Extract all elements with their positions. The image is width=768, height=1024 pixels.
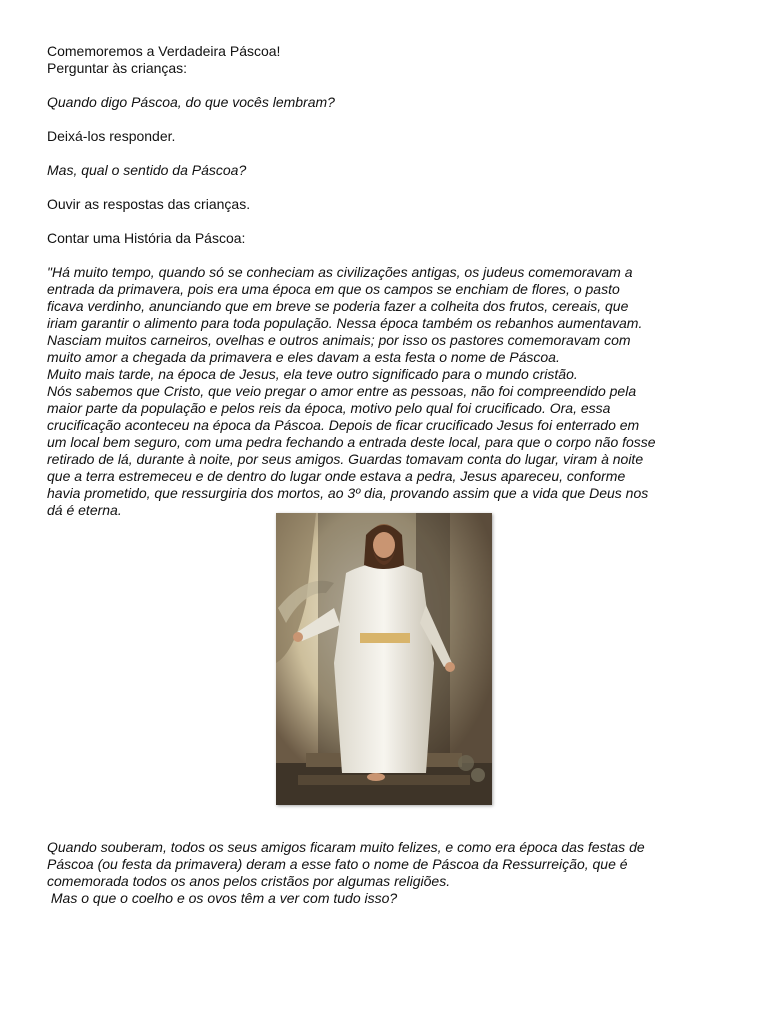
resurrection-illustration-icon — [276, 513, 492, 805]
instruction-ask-children: Perguntar às crianças: — [47, 60, 188, 76]
story-line: iriam garantir o alimento para toda população. Nessa época também os rebanhos aumentavam. — [47, 315, 643, 331]
story-line: havia prometido, que ressurgiria dos mortos, ao 3º dia, provando assim que a vida que Deus nos — [47, 485, 649, 501]
story-line: um local bem seguro, com uma pedra fechando a entrada deste local, para que o corpo não fosse — [47, 434, 656, 450]
question-easter-memory: Quando digo Páscoa, do que vocês lembram? — [47, 94, 335, 110]
closing-line: Quando souberam, todos os seus amigos ficaram muito felizes, e como era época das festas de — [47, 839, 645, 855]
instruction-listen: Ouvir as respostas das crianças. — [47, 196, 251, 212]
story-line: Nasciam muitos carneiros, ovelhas e outros animais; por isso os pastores comemoravam com — [47, 332, 631, 348]
story-line: muito amor a chegada da primavera e eles davam a esta festa o nome de Páscoa. — [47, 349, 560, 365]
instruction-let-answer: Deixá-los responder. — [47, 128, 176, 144]
closing-line: Mas o que o coelho e os ovos têm a ver com tudo isso? — [47, 890, 398, 906]
story-line: que a terra estremeceu e de dentro do lugar onde estava a pedra, Jesus apareceu, conforme — [47, 468, 626, 484]
story-line: entrada da primavera, pois era uma época em que os campos se enchiam de flores, o pasto — [47, 281, 620, 297]
document-title: Comemoremos a Verdadeira Páscoa! — [47, 43, 281, 59]
story-line: dá é eterna. — [47, 502, 122, 518]
document-body — [47, 43, 727, 519]
story-line: maior parte da população e pelos reis da época, motivo pelo qual foi crucificado. Ora, essa — [47, 400, 611, 416]
illustration-svg — [276, 513, 492, 805]
story-line: Nós sabemos que Cristo, que veio pregar o amor entre as pessoas, não foi compreendido pela — [47, 383, 637, 399]
story-line: crucificação aconteceu na época da Páscoa. Depois de ficar crucificado Jesus foi enterrado em — [47, 417, 640, 433]
question-easter-meaning: Mas, qual o sentido da Páscoa? — [47, 162, 247, 178]
instruction-tell-story: Contar uma História da Páscoa: — [47, 230, 246, 246]
closing-paragraph — [47, 839, 727, 907]
story-line: ficava verdinho, anunciando que em breve se poderia fazer a colheita dos frutos, cereais, que — [47, 298, 629, 314]
story-line: Muito mais tarde, na época de Jesus, ela teve outro significado para o mundo cristão. — [47, 366, 578, 382]
story-line: "Há muito tempo, quando só se conheciam as civilizações antigas, os judeus comemoravam a — [47, 264, 633, 280]
story-paragraph — [47, 264, 727, 519]
closing-line: Páscoa (ou festa da primavera) deram a esse fato o nome de Páscoa da Ressurreição, que é — [47, 856, 628, 872]
story-line: retirado de lá, durante à noite, por seus amigos. Guardas tomavam conta do lugar, viram à noite — [47, 451, 644, 467]
closing-line: comemorada todos os anos pelos cristãos por algumas religiões. — [47, 873, 451, 889]
